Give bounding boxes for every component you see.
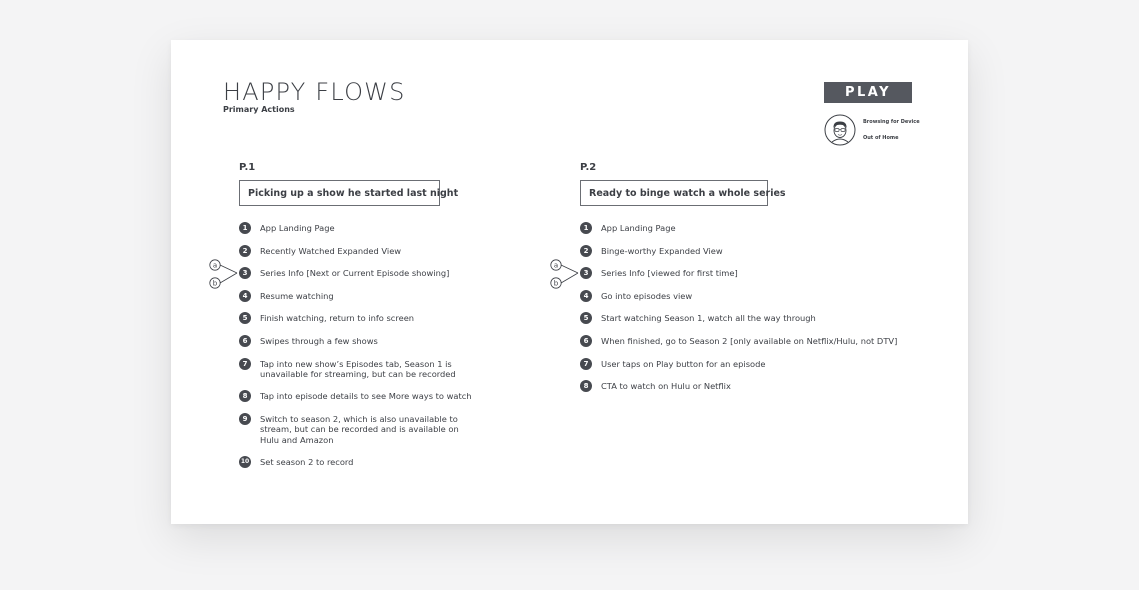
step-text: Go into episodes view bbox=[601, 290, 693, 301]
list-item bbox=[580, 312, 901, 324]
list-item bbox=[239, 312, 475, 324]
step-number: 4 bbox=[580, 290, 592, 302]
step-number: 1 bbox=[239, 222, 251, 234]
step-number: 7 bbox=[580, 358, 592, 370]
step-number: 10 bbox=[239, 456, 251, 468]
list-item bbox=[239, 358, 475, 380]
step-text: Finish watching, return to info screen bbox=[260, 313, 415, 324]
list-item bbox=[580, 245, 901, 257]
step-number: 5 bbox=[239, 312, 251, 324]
list-item bbox=[239, 335, 475, 347]
list-item bbox=[580, 358, 901, 370]
list-item bbox=[239, 290, 475, 302]
list-item bbox=[239, 413, 475, 446]
user-avatar-icon bbox=[824, 114, 856, 146]
step-text: Tap into episode details to see More ways to watch bbox=[260, 391, 472, 402]
step-number: 2 bbox=[239, 245, 251, 257]
step-number: 5 bbox=[580, 312, 592, 324]
step-text: Recently Watched Expanded View bbox=[260, 245, 402, 256]
flow-p2-scenario: Ready to binge watch a whole series bbox=[580, 180, 768, 206]
step-text: App Landing Page bbox=[260, 223, 335, 233]
flow-document-page bbox=[171, 40, 968, 524]
step-text: Switch to season 2, which is also unavailable to stream, but can be recorded and is available on Hulu and Amazon bbox=[260, 413, 459, 445]
step-number: 2 bbox=[580, 245, 592, 257]
step-number: 8 bbox=[580, 380, 592, 392]
step-text: User taps on Play button for an episode bbox=[601, 358, 766, 369]
step-text: Swipes through a few shows bbox=[260, 335, 378, 346]
step-text: Start watching Season 1, watch all the way through bbox=[601, 313, 816, 324]
step-text: Binge-worthy Expanded View bbox=[601, 245, 723, 256]
step-text: Resume watching bbox=[260, 290, 334, 301]
context-device: Browsing for Device bbox=[863, 119, 920, 125]
flow-p1-scenario: Picking up a show he started last night bbox=[239, 180, 440, 206]
step-number: 1 bbox=[580, 222, 592, 234]
step-number: 6 bbox=[239, 335, 251, 347]
branch-connector-icon bbox=[209, 260, 241, 288]
list-item bbox=[580, 380, 901, 392]
step-number: 3 bbox=[580, 267, 592, 279]
flow-p2 bbox=[553, 162, 901, 403]
step-text: CTA to watch on Hulu or Netflix bbox=[601, 381, 731, 392]
list-item bbox=[239, 245, 475, 257]
step-text: App Landing Page bbox=[601, 223, 676, 233]
step-number: 8 bbox=[239, 390, 251, 402]
step-text: Series Info [viewed for first time] bbox=[601, 268, 738, 279]
step-text: Tap into new show’s Episodes tab, Season 1 is unavailable for streaming, but can be recorded bbox=[260, 358, 456, 380]
flow-p1-steps bbox=[212, 222, 475, 468]
flow-p1 bbox=[212, 162, 475, 478]
play-button[interactable]: PLAY bbox=[824, 82, 912, 103]
step-number: 4 bbox=[239, 290, 251, 302]
branch-label-a: a bbox=[553, 261, 559, 270]
list-item bbox=[212, 261, 475, 288]
page-subtitle: Primary Actions bbox=[223, 105, 295, 114]
step-number: 7 bbox=[239, 358, 251, 370]
step-text: Series Info [Next or Current Episode showing] bbox=[260, 268, 450, 279]
step-number: 6 bbox=[580, 335, 592, 347]
branch-label-b: b bbox=[553, 279, 559, 288]
list-item bbox=[580, 222, 901, 234]
flow-p1-label: P.1 bbox=[239, 162, 256, 173]
step-text: Set season 2 to record bbox=[260, 456, 354, 467]
step-number: 3 bbox=[239, 267, 251, 279]
flow-p2-label: P.2 bbox=[580, 162, 597, 173]
branch-label-a: a bbox=[212, 261, 218, 270]
list-item bbox=[239, 390, 475, 402]
branch-label-b: b bbox=[212, 279, 218, 288]
step-number: 9 bbox=[239, 413, 251, 425]
list-item bbox=[580, 335, 901, 347]
branch-connector-icon bbox=[550, 260, 582, 288]
flow-p2-steps bbox=[553, 222, 901, 392]
step-text: When finished, go to Season 2 [only available on Netflix/Hulu, not DTV] bbox=[601, 335, 898, 346]
list-item bbox=[580, 290, 901, 302]
list-item bbox=[553, 261, 901, 288]
page-title: HAPPY FLOWS bbox=[223, 78, 406, 106]
list-item bbox=[239, 456, 475, 468]
list-item bbox=[239, 222, 475, 234]
context-location: Out of Home bbox=[863, 135, 899, 141]
